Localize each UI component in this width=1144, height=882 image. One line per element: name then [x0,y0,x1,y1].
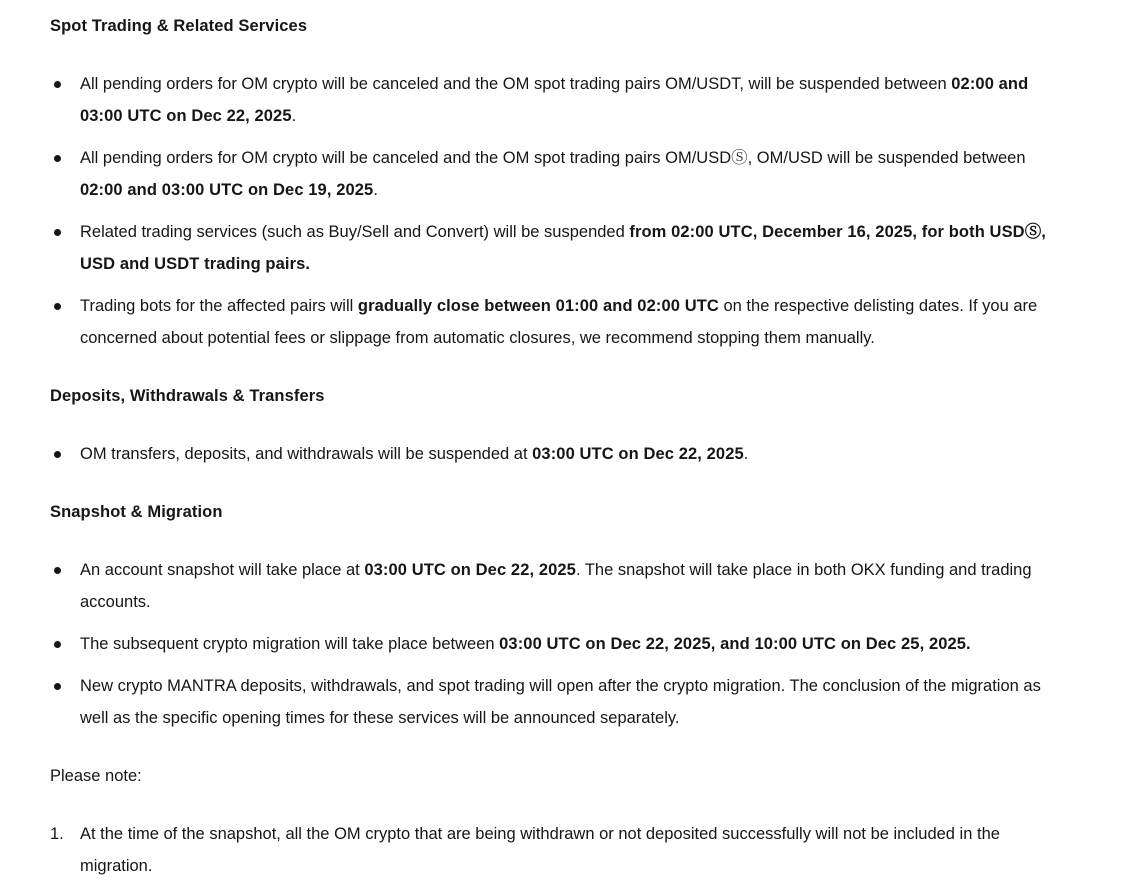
snapshot-list [50,554,1056,734]
please-note-label: Please note: [50,767,142,785]
list-item: An account snapshot will take place at 03:00 UTC on Dec 22, 2025. The snapshot will take place in both OKX funding and trading accounts. [50,554,1056,618]
list-item: New crypto MANTRA deposits, withdrawals, and spot trading will open after the crypto migration. The conclusion of the migration as well as the specific opening times for these services will be announced separately. [50,670,1056,734]
list-item: Related trading services (such as Buy/Sell and Convert) will be suspended from 02:00 UTC, December 16, 2025, for both USDⓈ, USD and USDT trading pairs. [50,216,1056,280]
section-heading-deposits-withdrawals: Deposits, Withdrawals & Transfers [50,387,325,405]
section-heading-spot-trading: Spot Trading & Related Services [50,17,308,35]
deposits-list [50,438,1056,470]
list-item: All pending orders for OM crypto will be canceled and the OM spot trading pairs OM/USDⓈ, OM/USD will be suspended between 02:00 and 03:00 UTC on Dec 19, 2025. [50,142,1056,206]
list-item: All pending orders for OM crypto will be canceled and the OM spot trading pairs OM/USDT, will be suspended between 02:00 and 03:00 UTC on Dec 22, 2025. [50,68,1056,132]
list-item: The subsequent crypto migration will take place between 03:00 UTC on Dec 22, 2025, and 10:00 UTC on Dec 25, 2025. [50,628,1056,660]
list-item: Trading bots for the affected pairs will gradually close between 01:00 and 02:00 UTC on the respective delisting dates. If you are concerned about potential fees or slippage from automatic closures, we recommend stopping them manually. [50,290,1056,354]
list-item-number: 1. [50,825,64,843]
section-heading-snapshot-migration: Snapshot & Migration [50,503,223,521]
list-item: OM transfers, deposits, and withdrawals will be suspended at 03:00 UTC on Dec 22, 2025. [50,438,1056,470]
list-item-text: At the time of the snapshot, all the OM crypto that are being withdrawn or not deposited successfully will not be included in the migration. [80,825,1000,875]
spot-trading-list [50,68,1056,354]
please-note-list [50,818,1056,882]
list-item [50,818,1056,882]
